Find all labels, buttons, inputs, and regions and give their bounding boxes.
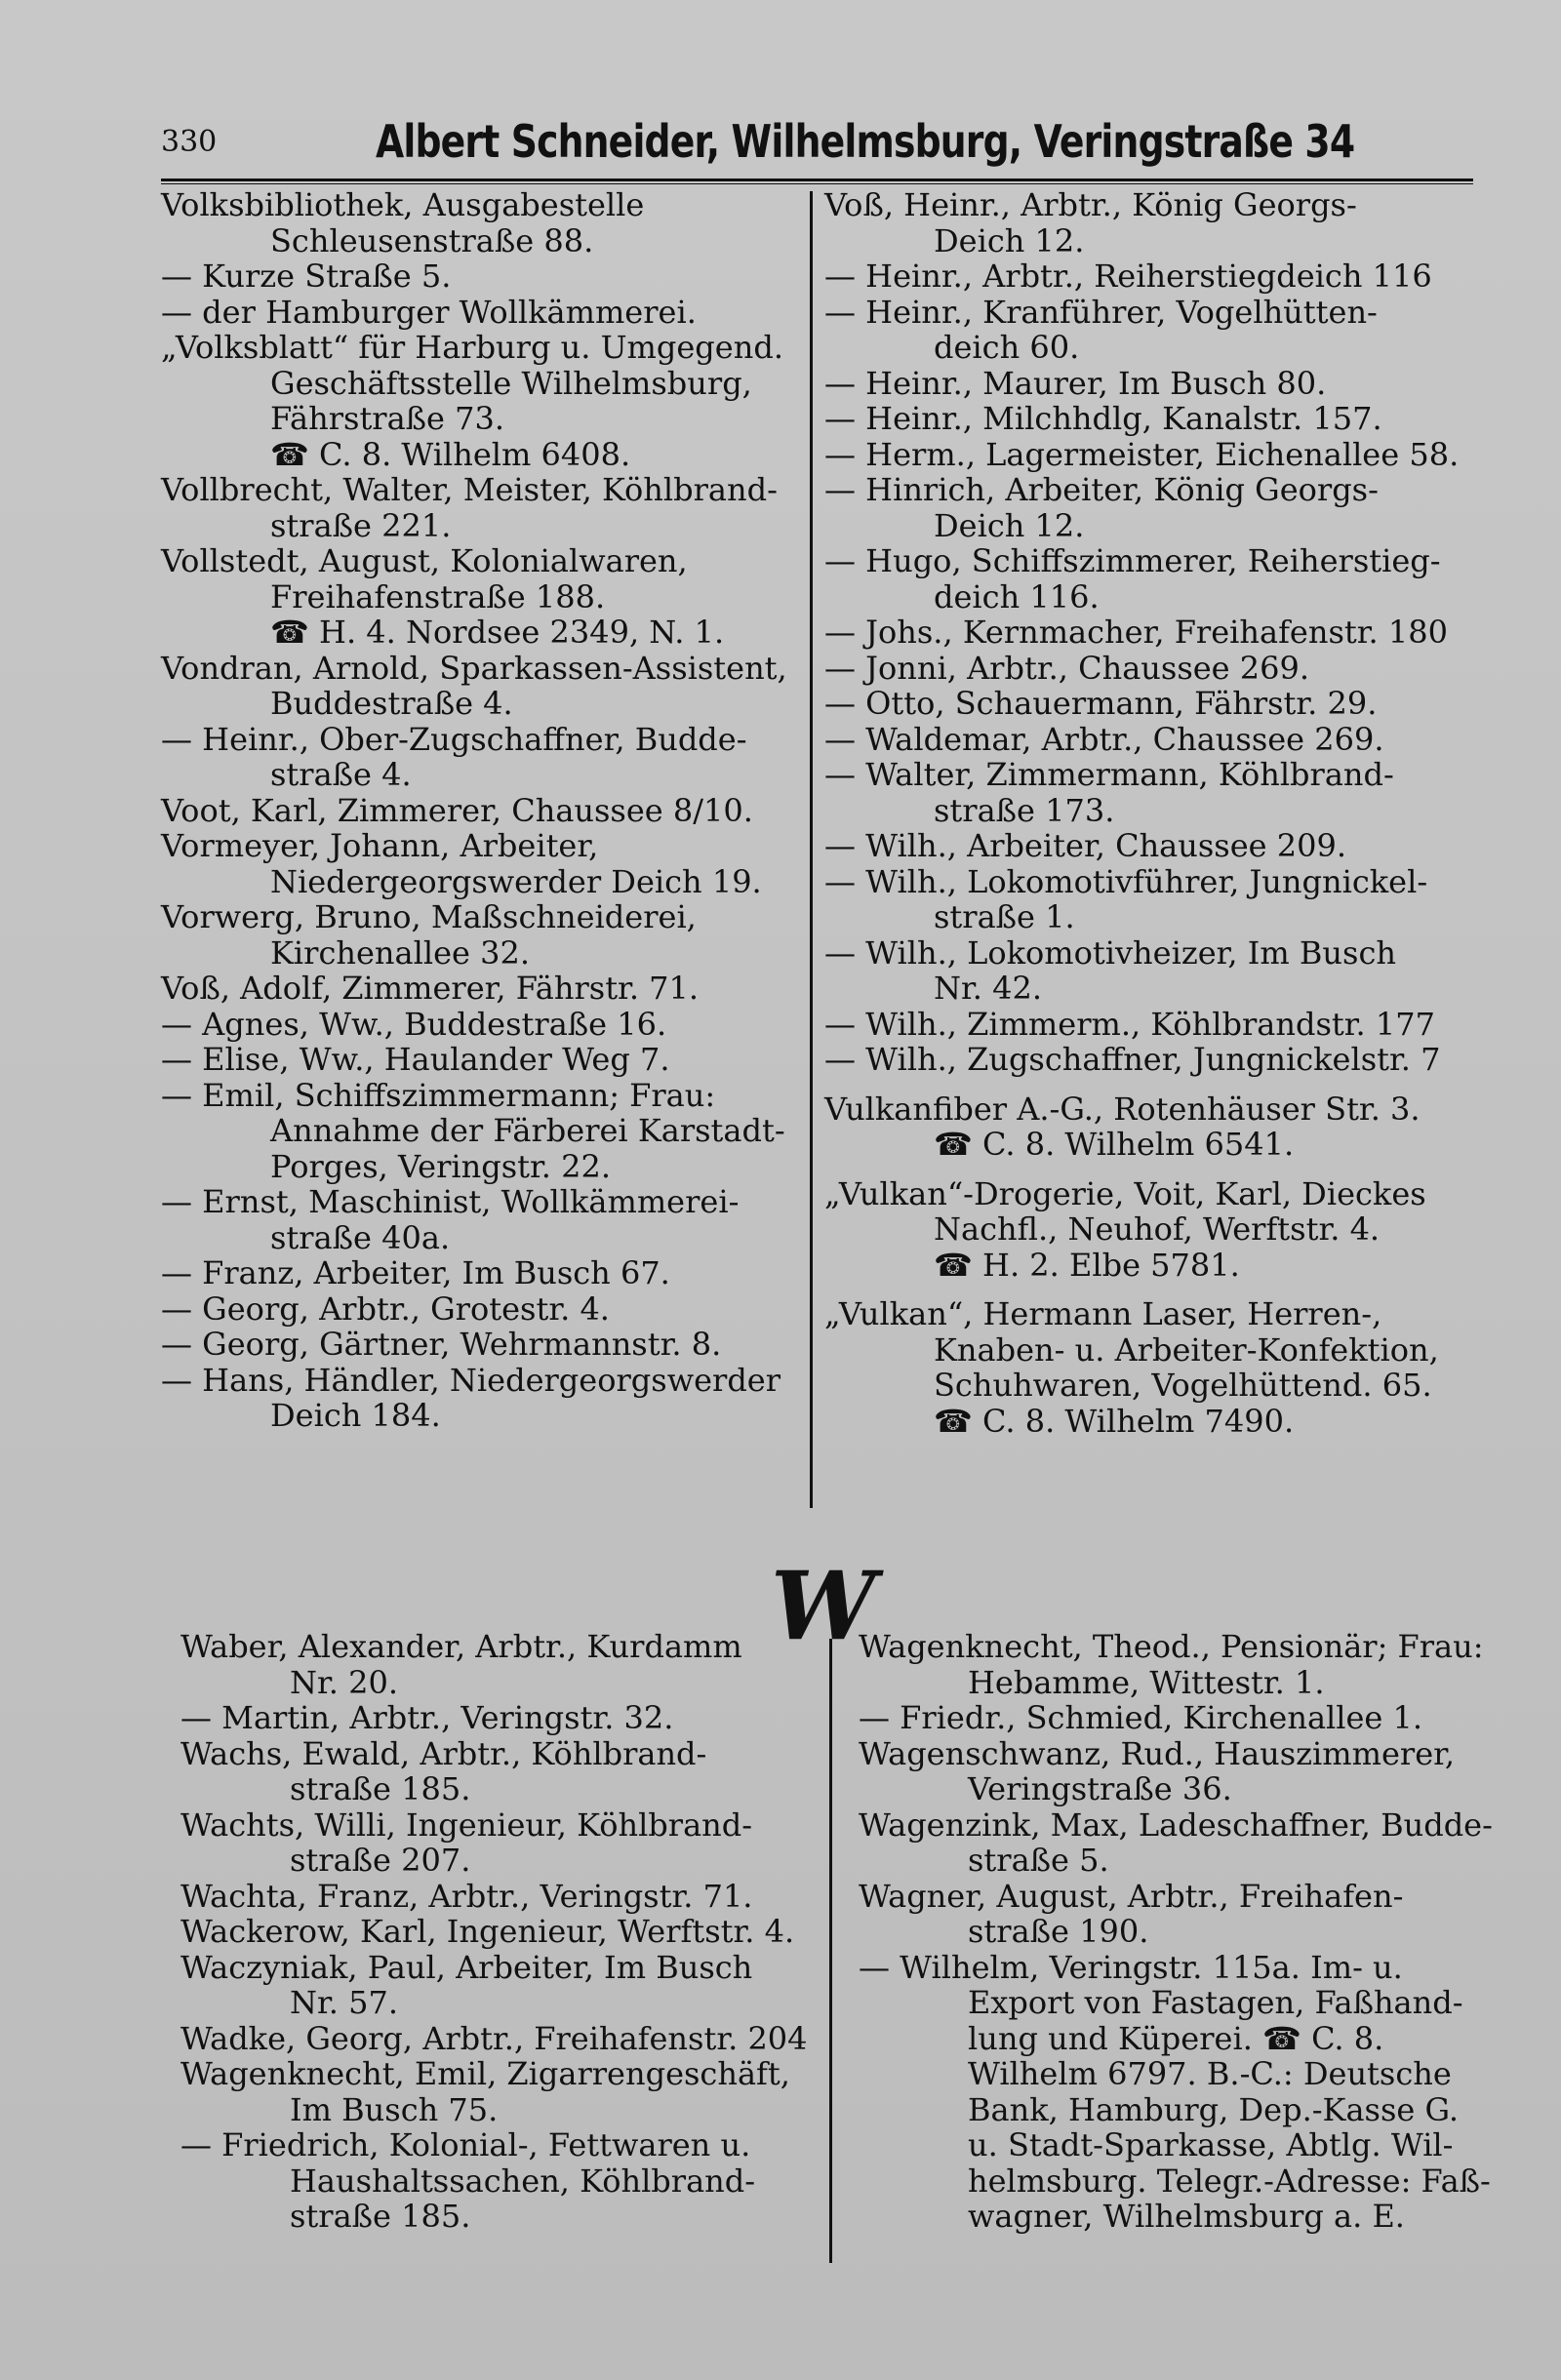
entry-line: „Vulkan“-Drogerie, Voit, Karl, Dieckes — [824, 1174, 1426, 1212]
entry-line: — Johs., Kernmacher, Freihafenstr. 180 — [824, 614, 1448, 651]
directory-entry — [824, 1296, 1488, 1404]
entry-line: Nachfl., Neuhof, Werftstr. 4. — [934, 1210, 1381, 1248]
entry-line: straße 185. — [290, 1770, 471, 1807]
entry-line: — der Hamburger Wollkämmerei. — [161, 293, 697, 331]
directory-entry — [161, 1042, 795, 1078]
entry-line: Vollbrecht, Walter, Meister, Köhlbrand- — [161, 471, 778, 508]
directory-entry — [180, 1879, 805, 1915]
entry-line: — Wilh., Lokomotivheizer, Im Busch — [824, 933, 1396, 972]
entry-line: Deich 12. — [934, 506, 1085, 544]
entry-line: Geschäftsstelle Wilhelmsburg, — [270, 364, 752, 402]
column-top-left — [161, 187, 795, 1434]
entry-line: — Waldemar, Arbtr., Chaussee 269. — [824, 720, 1384, 758]
entry-line: Vulkanfiber A.-G., Rotenhäuser Str. 3. — [824, 1090, 1421, 1128]
directory-entry — [824, 864, 1488, 935]
entry-line: Wachs, Ewald, Arbtr., Köhlbrand- — [180, 1734, 707, 1772]
directory-entry — [161, 1291, 795, 1328]
entry-line: straße 190. — [968, 1913, 1149, 1950]
entry-line: — Ernst, Maschinist, Wollkämmerei- — [161, 1183, 740, 1220]
entry-line: — Heinr., Arbtr., Reiherstiegdeich 116 — [824, 258, 1432, 295]
entry-line: — Wilh., Lokomotivführer, Jungnickel- — [824, 862, 1428, 900]
directory-entry — [859, 1807, 1502, 1879]
entry-line: — Jonni, Arbtr., Chaussee 269. — [824, 649, 1310, 687]
entry-line: — Heinr., Maurer, Im Busch 80. — [824, 364, 1327, 402]
directory-entry — [824, 722, 1488, 758]
entry-line: — Wilh., Zimmerm., Köhlbrandstr. 177 — [824, 1005, 1435, 1043]
entry-line: Volksbibliothek, Ausgabestelle — [161, 186, 645, 223]
entry-line: Wagenknecht, Theod., Pensionär; Frau: — [859, 1628, 1484, 1665]
directory-entry — [824, 757, 1488, 828]
directory-entry — [161, 971, 795, 1007]
entry-line: Porges, Veringstr. 22. — [270, 1147, 612, 1185]
entry-line: deich 60. — [934, 329, 1080, 366]
directory-entry — [824, 401, 1488, 437]
directory-entry — [161, 615, 795, 651]
entry-line: straße 40a. — [270, 1218, 451, 1256]
column-divider-top — [810, 191, 813, 1508]
entry-line: Niedergeorgswerder Deich 19. — [270, 862, 762, 900]
directory-entry — [161, 828, 795, 899]
entry-line: Voot, Karl, Zimmerer, Chaussee 8/10. — [161, 791, 753, 829]
entry-line: straße 173. — [934, 791, 1115, 829]
entry-line: Wackerow, Karl, Ingenieur, Werftstr. 4. — [180, 1913, 795, 1950]
entry-line: — Georg, Gärtner, Wehrmannstr. 8. — [161, 1326, 722, 1363]
page-number: 330 — [161, 125, 218, 159]
entry-line: Waber, Alexander, Arbtr., Kurdamm — [180, 1628, 742, 1665]
column-bottom-right — [859, 1629, 1502, 2235]
directory-entry — [180, 2127, 805, 2235]
entry-line: lung und Küperei. ☎ C. 8. — [968, 2019, 1384, 2057]
directory-entry — [180, 1629, 805, 1700]
directory-entry — [824, 615, 1488, 651]
entry-line: Haushaltssachen, Köhlbrand- — [290, 2162, 756, 2200]
header-rule — [161, 178, 1473, 184]
entry-line: Vollstedt, August, Kolonialwaren, — [161, 542, 688, 579]
directory-entry — [824, 1127, 1488, 1163]
phone-line: ☎ C. 8. Wilhelm 6541. — [934, 1126, 1295, 1163]
directory-entry — [824, 686, 1488, 722]
entry-line: — Heinr., Milchhdlg, Kanalstr. 157. — [824, 400, 1382, 437]
directory-entry — [824, 1248, 1488, 1284]
page-header — [161, 115, 1478, 174]
directory-entry — [824, 366, 1488, 402]
entry-line: Vormeyer, Johann, Arbeiter, — [161, 827, 599, 864]
directory-entry — [824, 828, 1488, 864]
entry-line: — Elise, Ww., Haulander Weg 7. — [161, 1041, 670, 1078]
directory-entry — [161, 543, 795, 615]
column-divider-bottom — [829, 1639, 832, 2263]
directory-entry — [859, 1950, 1502, 2235]
directory-entry — [161, 793, 795, 829]
entry-line: Vorwerg, Bruno, Maßschneiderei, — [161, 898, 697, 935]
directory-entry — [180, 1736, 805, 1807]
phone-line: ☎ C. 8. Wilhelm 6408. — [270, 435, 631, 473]
entry-line: Annahme der Färberei Karstadt- — [270, 1112, 785, 1149]
entry-line: Deich 184. — [270, 1397, 441, 1434]
entry-line: helmsburg. Telegr.-Adresse: Faß- — [968, 2162, 1491, 2200]
entry-line: Buddestraße 4. — [270, 685, 513, 722]
entry-line: wagner, Wilhelmsburg a. E. — [968, 2198, 1405, 2235]
directory-entry — [824, 935, 1488, 1007]
entry-line: Vondran, Arnold, Sparkassen-Assistent, — [161, 649, 787, 687]
directory-entry — [180, 1914, 805, 1950]
directory-entry — [859, 1629, 1502, 1700]
entry-line: — Herm., Lagermeister, Eichenallee 58. — [824, 435, 1460, 473]
entry-line: — Wilh., Arbeiter, Chaussee 209. — [824, 827, 1346, 864]
entry-line: Kirchenallee 32. — [270, 933, 530, 972]
directory-entry — [180, 1807, 805, 1879]
entry-line: Wagenschwanz, Rud., Hauszimmerer, — [859, 1734, 1456, 1772]
directory-entry — [824, 651, 1488, 687]
entry-line: „Volksblatt“ für Harburg u. Umgegend. — [161, 329, 783, 366]
directory-entry — [180, 2019, 808, 2057]
entry-line: — Georg, Arbtr., Grotestr. 4. — [161, 1289, 610, 1328]
entry-line: Hebamme, Wittestr. 1. — [968, 1663, 1325, 1701]
entry-line: Nr. 42. — [934, 970, 1043, 1007]
directory-entry — [161, 295, 795, 331]
directory-entry — [161, 1363, 795, 1434]
entry-line: straße 4. — [270, 756, 412, 793]
column-bottom-left — [180, 1628, 808, 2235]
entry-line: — Heinr., Ober-Zugschaffner, Budde- — [161, 720, 747, 758]
directory-entry — [824, 472, 1488, 543]
entry-line: Schuhwaren, Vogelhüttend. 65. — [934, 1367, 1432, 1404]
entry-line: straße 185. — [290, 2198, 471, 2235]
entry-line: — Franz, Arbeiter, Im Busch 67. — [161, 1254, 670, 1291]
entry-line: — Heinr., Kranführer, Vogelhütten- — [824, 293, 1378, 331]
directory-entry — [824, 437, 1488, 473]
directory-entry — [161, 1255, 795, 1291]
entry-line: „Vulkan“, Hermann Laser, Herren-, — [824, 1295, 1382, 1332]
directory-entry — [824, 543, 1488, 615]
directory-entry — [161, 1327, 795, 1363]
entry-line: — Wilh., Zugschaffner, Jungnickelstr. 7 — [824, 1041, 1441, 1078]
directory-entry — [180, 1700, 805, 1736]
directory-entry — [824, 258, 1488, 295]
directory-entry — [824, 1091, 1488, 1128]
entry-line: — Agnes, Ww., Buddestraße 16. — [161, 1005, 667, 1043]
entry-line: — Hinrich, Arbeiter, König Georgs- — [824, 471, 1379, 508]
entry-line: Veringstraße 36. — [968, 1770, 1232, 1807]
entry-line: Wagenknecht, Emil, Zigarrengeschäft, — [180, 2055, 790, 2092]
directory-entry — [161, 330, 795, 437]
section-letter: W — [771, 1551, 876, 1661]
directory-entry — [180, 1950, 805, 2021]
directory-entry — [161, 437, 795, 473]
directory-entry — [161, 722, 795, 793]
directory-entry — [161, 258, 795, 295]
entry-line: Nr. 20. — [290, 1663, 399, 1701]
entry-line: — Hugo, Schiffszimmerer, Reiherstieg- — [824, 542, 1441, 579]
phone-line: ☎ H. 4. Nordsee 2349, N. 1. — [270, 614, 725, 651]
entry-line: Wachta, Franz, Arbtr., Veringstr. 71. — [180, 1877, 753, 1915]
directory-entry — [859, 1700, 1502, 1736]
directory-entry — [824, 295, 1488, 366]
entry-line: Voß, Adolf, Zimmerer, Fährstr. 71. — [161, 970, 700, 1007]
entry-line: Im Busch 75. — [290, 2090, 499, 2128]
directory-entry — [161, 651, 795, 722]
entry-line: straße 207. — [290, 1842, 471, 1879]
directory-entry — [180, 2056, 805, 2127]
entry-line: Freihafenstraße 188. — [270, 577, 606, 615]
entry-line: Export von Fastagen, Faßhand- — [968, 1984, 1463, 2021]
phone-line: ☎ H. 2. Elbe 5781. — [934, 1246, 1240, 1284]
entry-line: Bank, Hamburg, Dep.-Kasse G. — [968, 2090, 1460, 2128]
entry-line: u. Stadt-Sparkasse, Abtlg. Wil- — [968, 2126, 1454, 2163]
entry-line: — Hans, Händler, Niedergeorgswerder — [161, 1361, 781, 1399]
entry-line: deich 116. — [934, 577, 1100, 615]
directory-entry — [859, 1879, 1502, 1950]
entry-line: Wadke, Georg, Arbtr., Freihafenstr. 204 — [180, 2019, 808, 2057]
entry-line: — Otto, Schauermann, Fährstr. 29. — [824, 685, 1378, 722]
entry-line: Waczyniak, Paul, Arbeiter, Im Busch — [180, 1948, 753, 1986]
running-head: Albert Schneider, Wilhelmsburg, Veringstraße 34 — [376, 115, 1355, 168]
entry-line: Nr. 57. — [290, 1984, 399, 2021]
phone-line: ☎ C. 8. Wilhelm 7490. — [934, 1402, 1295, 1440]
directory-entry — [161, 1007, 795, 1043]
directory-entry — [161, 899, 795, 971]
directory-entry — [161, 1078, 795, 1185]
entry-line: straße 221. — [270, 506, 452, 544]
directory-entry — [824, 1007, 1488, 1043]
entry-line: — Friedrich, Kolonial-, Fettwaren u. — [180, 2126, 751, 2163]
entry-line: straße 5. — [968, 1842, 1109, 1879]
directory-entry — [824, 1404, 1488, 1440]
entry-line: — Martin, Arbtr., Veringstr. 32. — [180, 1699, 674, 1736]
entry-line: — Emil, Schiffszimmermann; Frau: — [161, 1076, 716, 1114]
directory-entry — [161, 187, 795, 258]
entry-line: — Walter, Zimmermann, Köhlbrand- — [824, 756, 1394, 793]
entry-line: Wagner, August, Arbtr., Freihafen- — [859, 1877, 1404, 1915]
directory-entry — [824, 187, 1488, 258]
directory-entry — [824, 1176, 1488, 1248]
directory-entry — [161, 472, 795, 543]
column-top-right — [824, 187, 1488, 1439]
entry-line: — Friedr., Schmied, Kirchenallee 1. — [859, 1699, 1423, 1736]
entry-line: Voß, Heinr., Arbtr., König Georgs- — [824, 186, 1357, 223]
entry-line: straße 1. — [934, 898, 1075, 935]
entry-line: Schleusenstraße 88. — [270, 221, 594, 259]
directory-entry — [859, 1736, 1502, 1807]
directory-entry — [824, 1042, 1488, 1078]
entry-line: Wagenzink, Max, Ladeschaffner, Budde- — [859, 1805, 1493, 1844]
entry-line: Deich 12. — [934, 221, 1085, 259]
entry-line: Wachts, Willi, Ingenieur, Köhlbrand- — [180, 1805, 753, 1844]
entry-line: Knaben- u. Arbeiter-Konfektion, — [934, 1330, 1439, 1368]
entry-line: — Wilhelm, Veringstr. 115a. Im- u. — [859, 1948, 1403, 1986]
entry-line: Fährstraße 73. — [270, 400, 505, 437]
entry-line: Wilhelm 6797. B.-C.: Deutsche — [968, 2055, 1452, 2092]
directory-entry — [161, 1184, 795, 1255]
entry-line: — Kurze Straße 5. — [161, 258, 452, 295]
